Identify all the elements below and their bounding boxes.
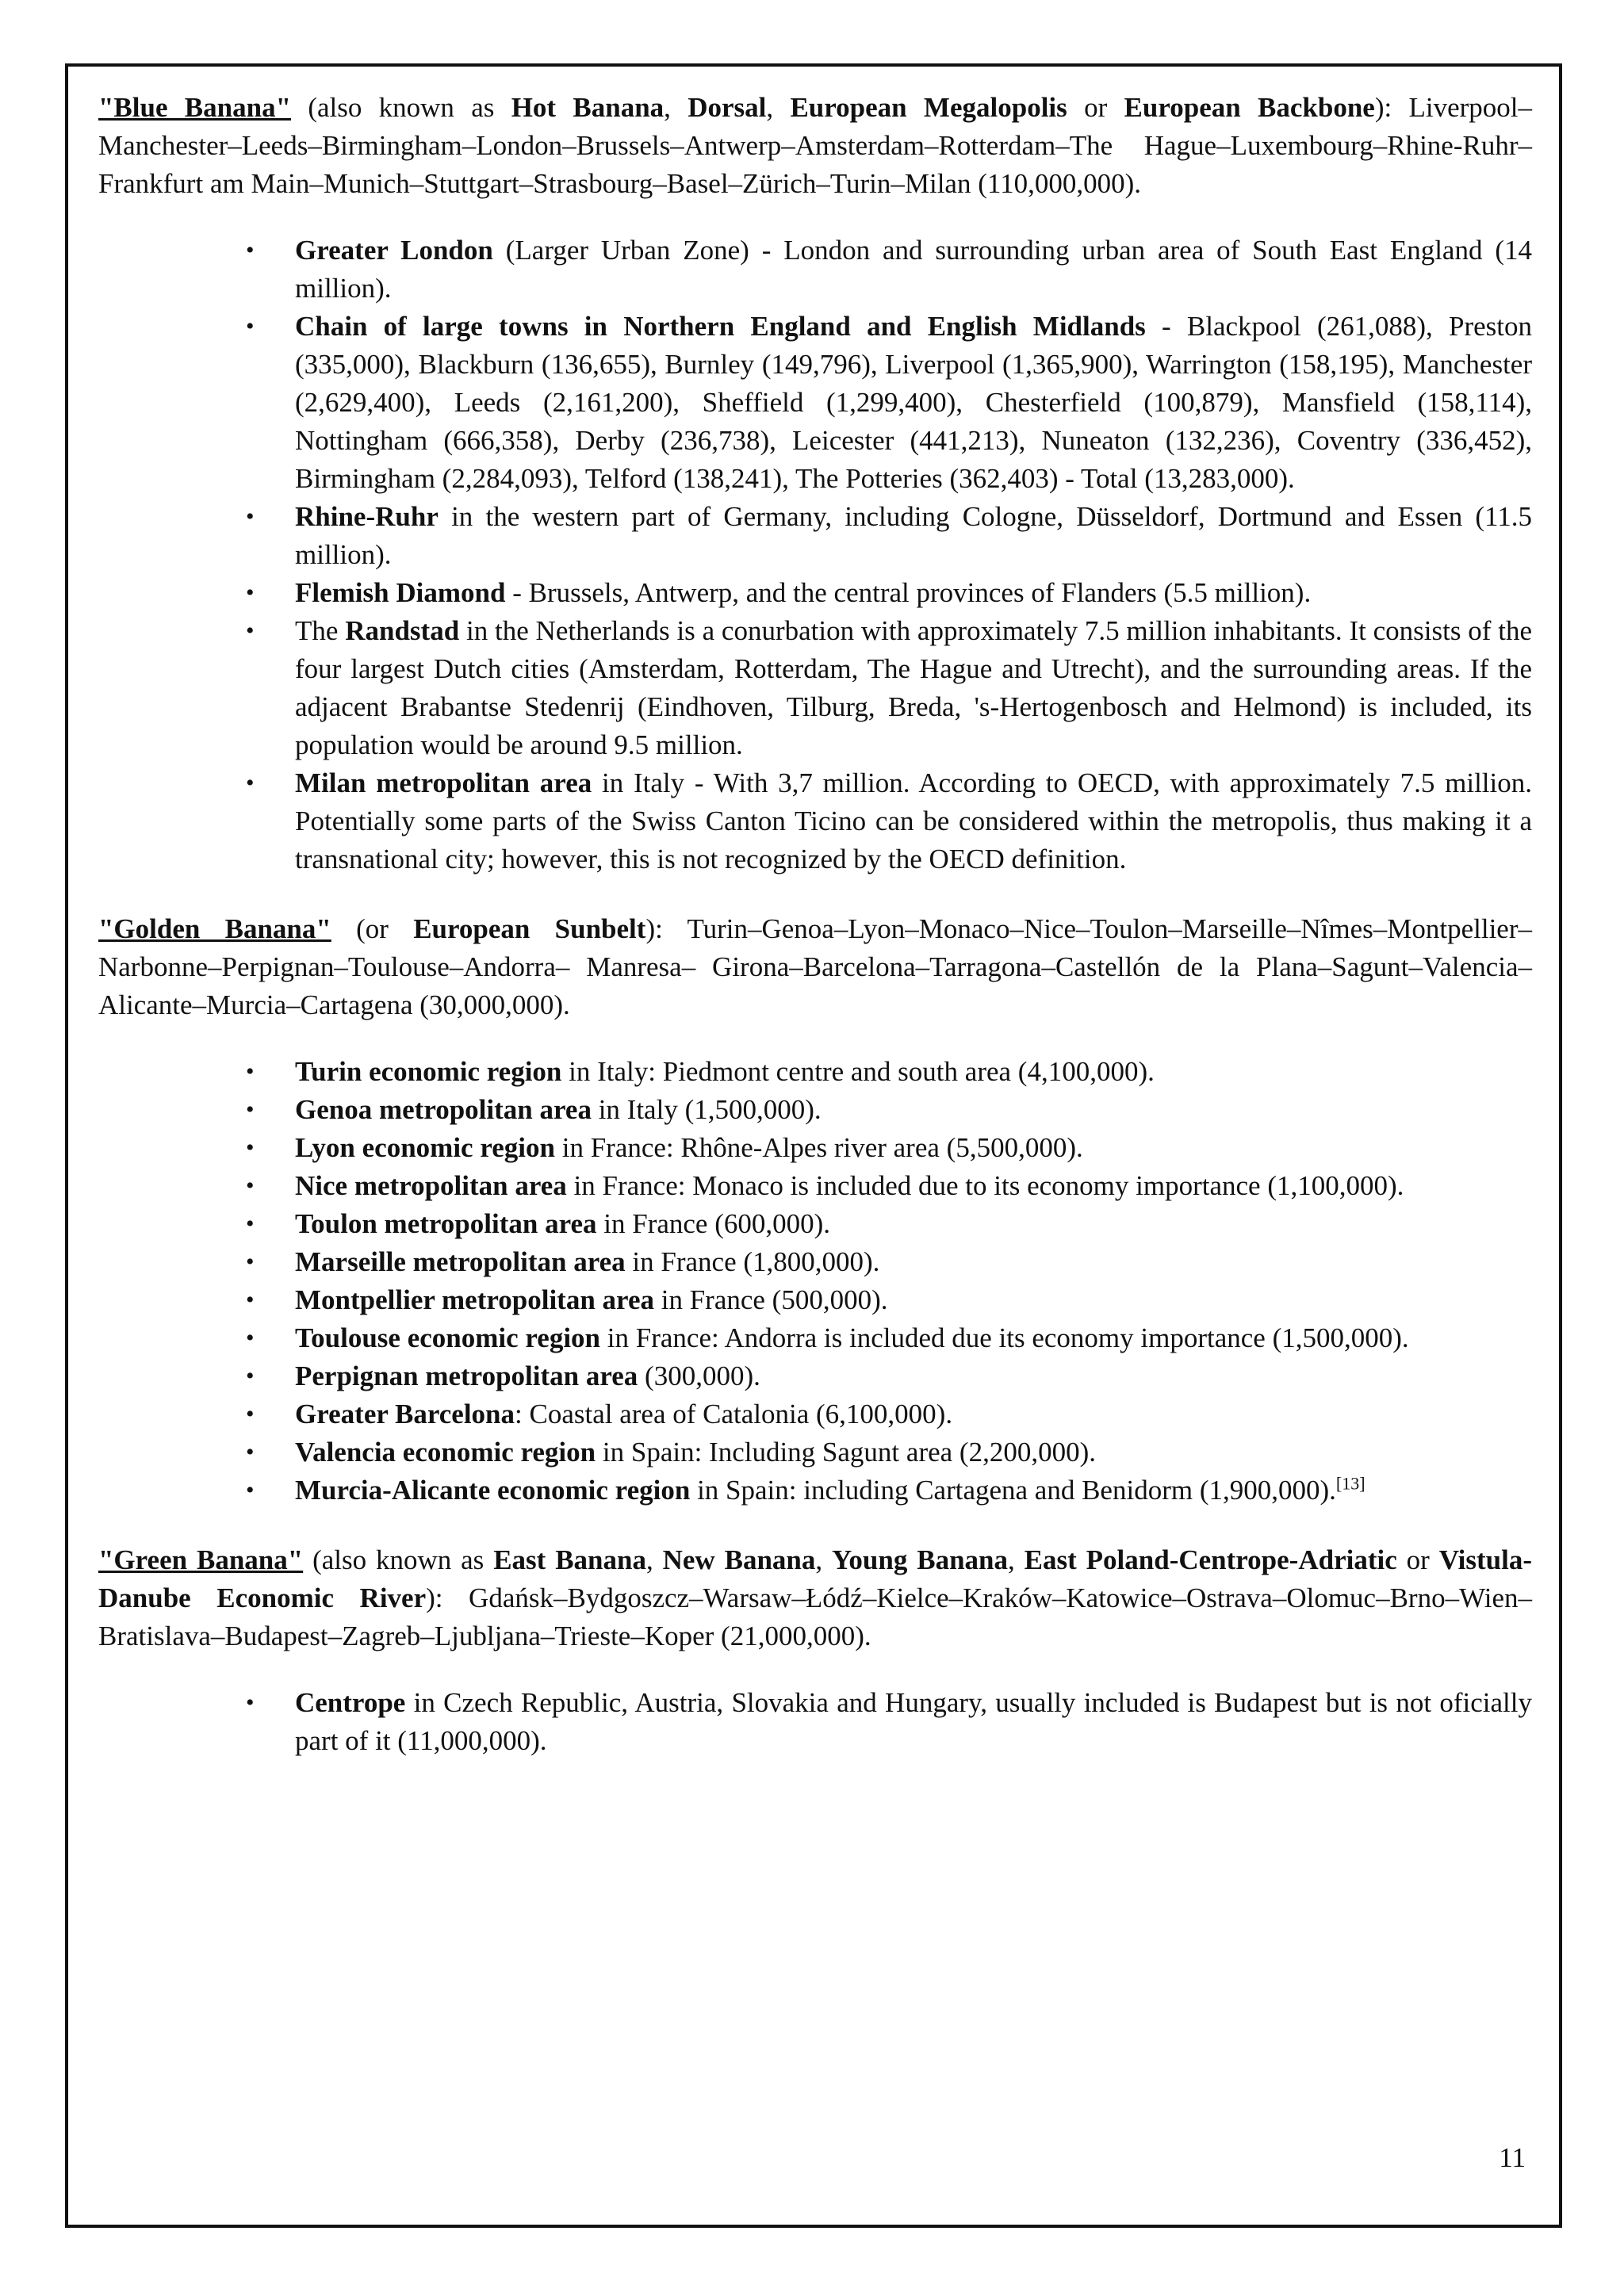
bullet-item <box>295 1319 1532 1357</box>
text-run: in Spain: Including Sagunt area (2,200,000). <box>596 1437 1096 1468</box>
text-run: in Spain: including Cartagena and Benidorm (1,900,000). <box>690 1475 1336 1506</box>
section-title: "Blue Banana" <box>98 92 292 123</box>
bold-term: Vistula-Danube Economic River <box>98 1544 1533 1613</box>
bullet-item <box>295 1684 1532 1760</box>
section-lead-paragraph <box>98 910 1532 1024</box>
bullet-item <box>295 1471 1532 1510</box>
bold-term: Greater Barcelona <box>295 1399 515 1429</box>
text-run: in France: Monaco is included due to its economy importance (1,100,000). <box>566 1170 1404 1201</box>
bullet-item <box>295 1167 1532 1205</box>
bullet-item <box>295 574 1532 612</box>
bold-term: Valencia economic region <box>295 1437 596 1468</box>
bullet-item <box>295 232 1532 308</box>
bold-term: Toulon metropolitan area <box>295 1208 597 1239</box>
bold-term: Rhine-Ruhr <box>295 501 439 532</box>
bullet-item <box>295 1091 1532 1129</box>
bullet-item <box>295 1243 1532 1281</box>
text-run: , <box>1008 1544 1025 1575</box>
text-run: (Larger Urban Zone) - London and surrounding urban area of South East England (14 million). <box>295 235 1532 304</box>
text-run: in France (500,000). <box>653 1284 888 1315</box>
text-run: ): Turin–Genoa–Lyon–Monaco–Nice–Toulon–Marseille–Nîmes–Montpellier–Narbonne–Perpignan–Toulouse–Andorra– Manresa– Girona–Barcelona–Tarragona–Castellón de la Plana–Sagunt–Valencia–Alicante–Murcia–Cartagena (30,000,000). <box>98 913 1532 1020</box>
section-lead-paragraph <box>98 89 1532 203</box>
bullet-item <box>295 308 1532 498</box>
text-run: in France: Rhône-Alpes river area (5,500,000). <box>554 1132 1083 1163</box>
text-run: in the western part of Germany, including Cologne, Düsseldorf, Dortmund and Essen (11.5 million). <box>295 501 1532 570</box>
text-run: or <box>1067 92 1124 123</box>
bold-term: Murcia-Alicante economic region <box>295 1475 691 1506</box>
text-run: in France: Andorra is included due its economy importance (1,500,000). <box>600 1322 1409 1353</box>
bold-term: New Banana <box>662 1544 816 1575</box>
bold-term: Greater London <box>295 235 493 266</box>
text-run: (300,000). <box>638 1360 760 1391</box>
bold-term: Marseille metropolitan area <box>295 1246 626 1277</box>
bullet-item <box>295 1395 1532 1433</box>
citation-superscript: [13] <box>1335 1473 1365 1494</box>
section-title: "Golden Banana" <box>98 913 331 944</box>
bold-term: Montpellier metropolitan area <box>295 1284 654 1315</box>
bold-term: Lyon economic region <box>295 1132 555 1163</box>
bold-term: Centrope <box>295 1687 406 1718</box>
text-run: (also known as <box>291 92 511 123</box>
bold-term: East Poland-Centrope-Adriatic <box>1024 1544 1397 1575</box>
text-run: in the Netherlands is a conurbation with approximately 7.5 million inhabitants. It consists of the four largest Dutch cities (Amsterdam, Rotterdam, The Hague and Utrecht), and the surrounding areas. If the adjacent Brabantse Stedenrij (Eindhoven, Tilburg, Breda, 's-Hertogenbosch and Helmond) is included, its population would be around 9.5 million. <box>295 615 1532 760</box>
text-run: (or <box>331 913 414 944</box>
text-run: in Czech Republic, Austria, Slovakia and Hungary, usually included is Budapest but is not oficially part of it (11,000,000). <box>295 1687 1532 1756</box>
bold-term: Randstad <box>345 615 460 646</box>
bold-term: Chain of large towns in Northern England and English Midlands <box>295 311 1146 342</box>
bullet-list <box>98 1684 1532 1760</box>
document-body <box>98 89 1532 1792</box>
text-run: in Italy: Piedmont centre and south area (4,100,000). <box>561 1056 1155 1087</box>
bullet-item <box>295 764 1532 878</box>
text-run: - Blackpool (261,088), Preston (335,000), Blackburn (136,655), Burnley (149,796), Liverpool (1,365,900), Warrington (158,195), Manchester (2,629,400), Leeds (2,161,200), Sheffield (1,299,400), Chesterfield (100,879), Mansfield (158,114), Nottingham (666,358), Derby (236,738), Leicester (441,213), Nuneaton (132,236), Coventry (336,452), Birmingham (2,284,093), Telford (138,241), The Potteries (362,403) - Total (13,283,000). <box>295 311 1533 494</box>
bold-term: Perpignan metropolitan area <box>295 1360 638 1391</box>
text-run: ): Liverpool–Manchester–Leeds–Birmingham–London–Brussels–Antwerp–Amsterdam–Rotterdam–The Hague–Luxembourg–Rhine-Ruhr–Frankfurt am Main–Munich–Stuttgart–Strasbourg–Basel–Zürich–Turin–Milan (110,000,000). <box>98 92 1533 199</box>
text-run: in France (1,800,000). <box>625 1246 880 1277</box>
text-run: , <box>664 92 688 123</box>
text-run: , <box>645 1544 663 1575</box>
bold-term: European Sunbelt <box>413 913 646 944</box>
bold-term: Milan metropolitan area <box>295 767 592 798</box>
bold-term: Flemish Diamond <box>295 577 506 608</box>
bold-term: European Megalopolis <box>790 92 1067 123</box>
text-run: or <box>1396 1544 1439 1575</box>
bullet-list <box>98 232 1532 878</box>
bold-term: Nice metropolitan area <box>295 1170 567 1201</box>
text-run: The <box>295 615 346 646</box>
bold-term: Dorsal <box>688 92 767 123</box>
section-title: "Green Banana" <box>98 1544 304 1575</box>
bullet-item <box>295 1433 1532 1471</box>
bullet-item <box>295 1205 1532 1243</box>
text-run: - Brussels, Antwerp, and the central provinces of Flanders (5.5 million). <box>505 577 1312 608</box>
bullet-item <box>295 1129 1532 1167</box>
bullet-item <box>295 612 1532 764</box>
bold-term: Turin economic region <box>295 1056 562 1087</box>
bold-term: Toulouse economic region <box>295 1322 601 1353</box>
bold-term: East Banana <box>493 1544 646 1575</box>
bullet-item <box>295 1053 1532 1091</box>
text-run: in France (600,000). <box>596 1208 831 1239</box>
text-run: , <box>815 1544 833 1575</box>
text-run: , <box>766 92 791 123</box>
text-run: in Italy - With 3,7 million. According to OECD, with approximately 7.5 million. Potentially some parts of the Swiss Canton Ticino can be considered within the metropolis, thus making it a transnational city; however, this is not recognized by the OECD definition. <box>295 767 1532 874</box>
bold-term: Young Banana <box>832 1544 1009 1575</box>
bold-term: Hot Banana <box>511 92 665 123</box>
text-run: : Coastal area of Catalonia (6,100,000). <box>515 1399 953 1429</box>
page-number: 11 <box>1499 2142 1526 2173</box>
bullet-item <box>295 1357 1532 1395</box>
text-run: in Italy (1,500,000). <box>591 1094 822 1125</box>
text-run: (also known as <box>303 1544 494 1575</box>
section-lead-paragraph <box>98 1541 1532 1655</box>
bullet-item <box>295 498 1532 574</box>
text-run: ): Gdańsk–Bydgoszcz–Warsaw–Łódź–Kielce–Kraków–Katowice–Ostrava–Olomuc–Brno–Wien–Bratislava–Budapest–Zagreb–Ljubljana–Trieste–Koper (21,000,000). <box>98 1582 1532 1651</box>
bullet-list <box>98 1053 1532 1510</box>
bold-term: Genoa metropolitan area <box>295 1094 592 1125</box>
bullet-item <box>295 1281 1532 1319</box>
bold-term: European Backbone <box>1124 92 1375 123</box>
